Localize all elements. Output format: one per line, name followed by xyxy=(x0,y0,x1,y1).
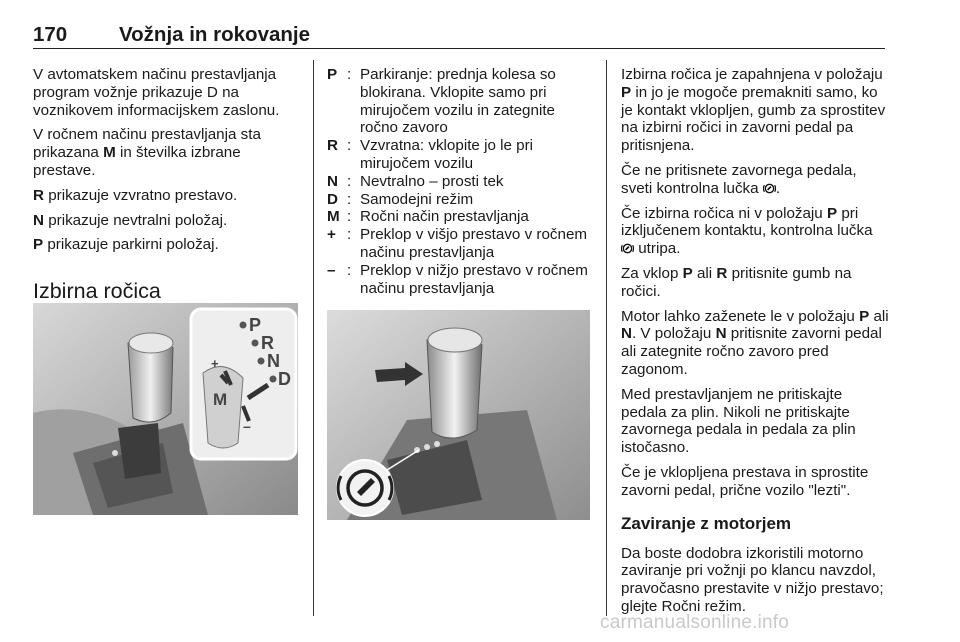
paragraph: V avtomatskem načinu prestavljanja program vožnje prikazuje D na voznikovem informacijskem zaslonu. xyxy=(33,66,280,119)
definition-item: N : Nevtralno – prosti tek xyxy=(327,172,504,190)
section-heading: Izbirna ročica xyxy=(33,279,161,304)
definition-item: – : Preklop v nižjo prestavo v ročnem načinu prestavljanja xyxy=(327,261,588,297)
column-left xyxy=(33,66,303,303)
paragraph: Med prestavljanjem ne pritiskajte pedala za plin. Nikoli ne pritiskajte zavornega pedala in pedala za plin istočasno. xyxy=(621,385,856,457)
paragraph: P prikazuje parkirni položaj. xyxy=(33,236,219,254)
definition-item: + : Preklop v višjo prestavo v ročnem načinu prestavljanja xyxy=(327,226,588,261)
paragraph: Za vklop P ali R pritisnite gumb na ročici. xyxy=(621,264,852,300)
page-title: Vožnja in rokovanje xyxy=(119,23,310,46)
column-right xyxy=(621,66,889,623)
figure-gear-lever xyxy=(33,303,298,515)
label-m: M xyxy=(213,390,228,409)
label-d: D xyxy=(278,369,291,389)
svg-text:–: – xyxy=(243,418,251,434)
watermark: carmanualsonline.info xyxy=(600,612,790,633)
paragraph: Če izbirna ročica ni v položaju P pri izključenem kontaktu, kontrolna lučka utripa. xyxy=(621,204,873,258)
brake-warning-icon xyxy=(621,242,634,255)
page-number: 170 xyxy=(33,23,68,46)
paragraph: Če je vklopljena prestava in sprostite zavorni pedal, pričnе vozilo "lezti". xyxy=(621,463,869,499)
page-header xyxy=(33,18,885,49)
paragraph: Če ne pritisnete zavornega pedala, sveti kontrolna lučka . xyxy=(621,161,857,197)
paragraph: Da boste dodobra izkoristili motorno zaviranje pri vožnji po klancu navzdol, pravočasno prestavite v nižjo prestavo; glejte Ročni režim. xyxy=(621,544,884,615)
paragraph: Motor lahko zaženete le v položaju P ali N. V položaju N pritisnite zavorni pedal ali zategnite ročno zavoro pred zagonom. xyxy=(621,307,889,378)
paragraph: V ročnem načinu prestavljanja sta prikazana M in številka izbrane prestave. xyxy=(33,126,261,179)
column-divider xyxy=(313,60,314,616)
section-heading: Zaviranje z motorjem xyxy=(621,513,792,533)
definition-item: M : Ročni način prestavljanja xyxy=(327,208,529,226)
paragraph: Izbirna ročica je zapahnjena v položaju P in jo je mogoče premakniti samo, ko je kontakt vklopljen, gumb za sprostitev na izbirni ročici in zavorni pedal pa pritisnjena. xyxy=(621,66,886,155)
svg-text:+: + xyxy=(211,356,219,371)
brake-warning-icon xyxy=(763,182,776,195)
label-p: P xyxy=(249,315,262,335)
paragraph: R prikazuje vzvratno prestavo. xyxy=(33,186,238,204)
definition-item: R : Vzvratna: vklopite jo le pri mirujočem vozilu xyxy=(327,137,534,172)
label-n: N xyxy=(267,351,280,371)
definition-item: P : Parkiranje: prednja kolesa so blokirana. Vklopite samo pri mirujočem vozilu in zategnite ročno zavoro xyxy=(327,66,556,137)
definition-item: D : Samodejni režim xyxy=(327,190,474,208)
paragraph: N prikazuje nevtralni položaj. xyxy=(33,211,228,229)
figure-release-button xyxy=(327,310,590,520)
column-middle xyxy=(327,66,589,297)
label-r: R xyxy=(261,333,274,353)
column-divider xyxy=(606,60,607,616)
